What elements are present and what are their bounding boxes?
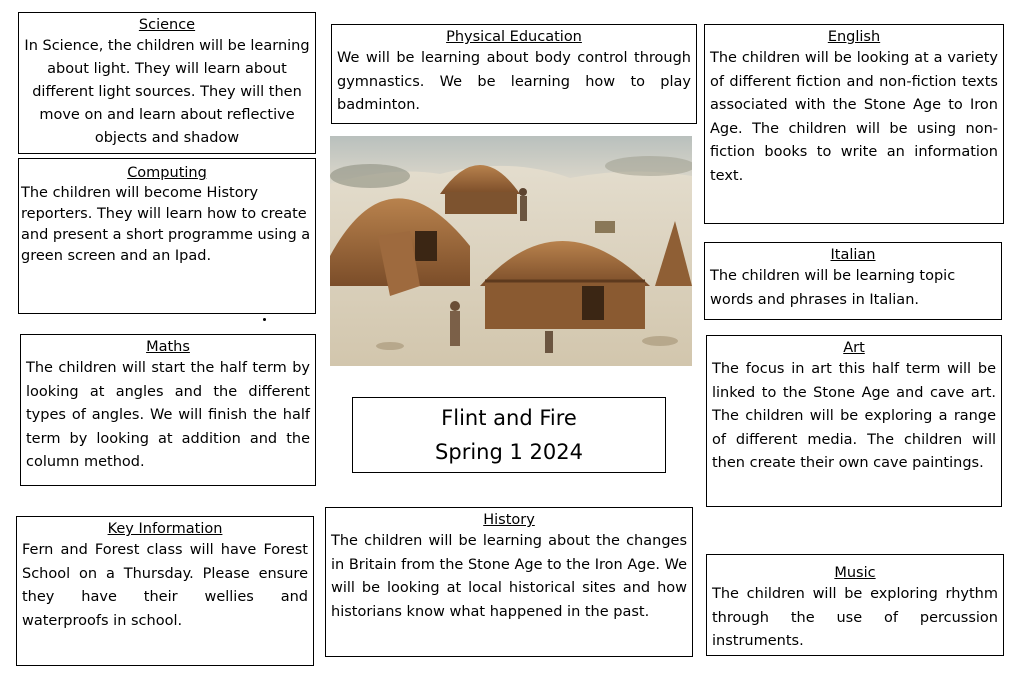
music-heading: Music <box>834 565 876 581</box>
stone-age-village-image <box>330 136 692 366</box>
italian-heading: Italian <box>830 247 876 263</box>
physical-education-box <box>331 24 697 124</box>
maths-box <box>20 334 316 486</box>
music-text: The children will be exploring rhythm through the use of percussion instruments. <box>712 586 998 649</box>
physical-education-text: We will be learning about body control through gymnastics. We be learning how to play badminton. <box>337 50 691 113</box>
maths-text: The children will start the half term by looking at angles and the different types of angles. We will finish the half term by looking at addition and the column method. <box>26 360 310 470</box>
computing-text: The children will become History reporters. They will learn how to create and present a short programme using a green screen and an Ipad. <box>21 185 311 264</box>
art-box <box>706 335 1002 507</box>
stone-age-village-illustration <box>330 136 692 366</box>
stray-dot <box>263 318 266 321</box>
italian-text: The children will be learning topic words and phrases in Italian. <box>710 268 956 308</box>
science-text: In Science, the children will be learning about light. They will learn about different light sources. They will then move on and learn about reflective objects and shadow <box>24 38 310 146</box>
english-heading: English <box>827 29 881 45</box>
science-box <box>18 12 316 154</box>
history-heading: History <box>483 512 535 528</box>
maths-heading: Maths <box>146 339 190 355</box>
computing-heading: Computing <box>127 165 207 181</box>
topic-title-box <box>352 397 666 473</box>
art-text: The focus in art this half term will be linked to the Stone Age and cave art. The children will be exploring a range of different media. The children will then create their own cave paintings. <box>712 361 996 471</box>
topic-title: Flint and Fire <box>441 406 577 430</box>
art-heading: Art <box>843 340 865 356</box>
term-title: Spring 1 2024 <box>435 440 583 464</box>
computing-box <box>18 158 316 314</box>
history-box <box>325 507 693 657</box>
history-text: The children will be learning about the changes in Britain from the Stone Age to the Iron Age. We will be looking at local historical sites and how historians know what happened in the past. <box>331 533 687 620</box>
english-text: The children will be looking at a variety of different fiction and non-fiction texts associated with the Stone Age to Iron Age. The children will be using non- fiction books to write an information text. <box>710 50 998 184</box>
key-information-box <box>16 516 314 666</box>
music-box <box>706 554 1004 656</box>
physical-education-heading: Physical Education <box>446 29 582 45</box>
key-information-heading: Key Information <box>107 521 223 537</box>
english-box <box>704 24 1004 224</box>
key-information-text: Fern and Forest class will have Forest School on a Thursday. Please ensure they have their wellies and waterproofs in school. <box>22 542 308 629</box>
science-heading: Science <box>138 17 196 33</box>
italian-box <box>704 242 1002 320</box>
